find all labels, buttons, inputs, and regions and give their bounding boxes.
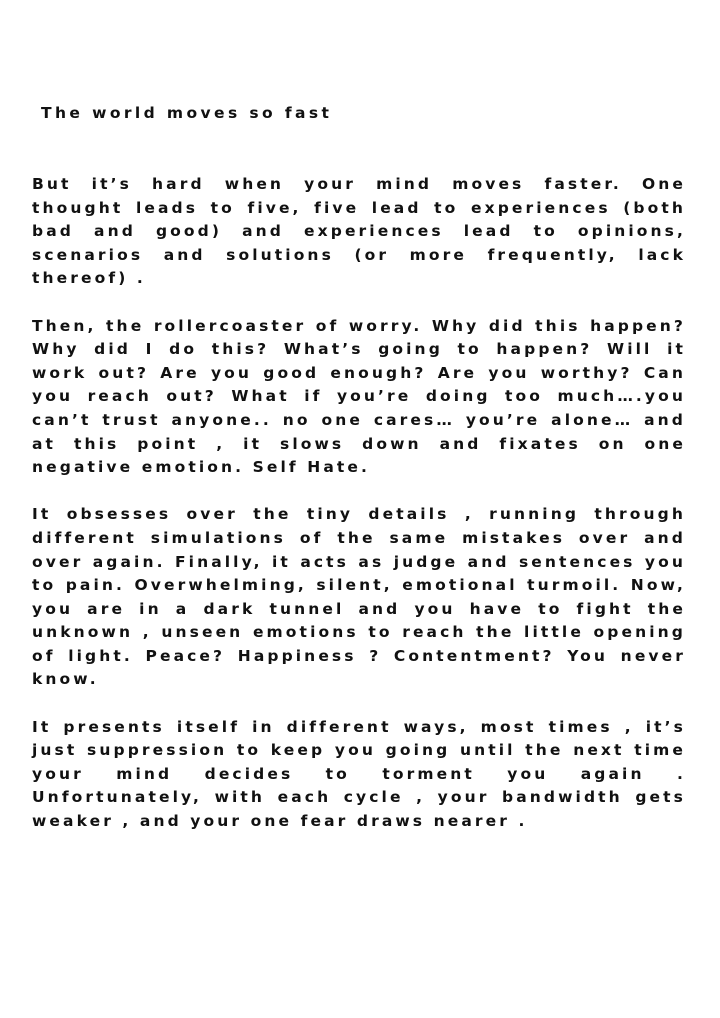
paragraph-1: But it’s hard when your mind moves faster. One thought leads to five, five lead to experiences (both bad and good) and experiences lead to opinions, scenarios and solutions (or more frequently, lack thereof) . [32, 175, 686, 288]
page-title: The world moves so fast [41, 104, 333, 122]
document-body [32, 173, 686, 857]
paragraph-2: Then, the rollercoaster of worry. Why did this happen? Why did I do this? What’s going to happen? Will it work out? Are you good enough? Are you worthy? Can you reach out? What if you’re doing too much….you can’t trust anyone.. no one cares… you’re alone… and at this point , it slows down and fixates on one negative emotion. Self Hate. [32, 316, 686, 477]
paragraph-4: It presents itself in different ways, most times , it’s just suppression to keep you going until the next time your mind decides to torment you again . Unfortunately, with each cycle , your bandwidth gets weaker , and your one fear draws nearer . [32, 717, 686, 831]
paragraph-3: It obsesses over the tiny details , running through different simulations of the same mistakes over and over again. Finally, it acts as judge and sentences you to pain. Overwhelming, silent, emotional turmoil. Now, you are in a dark tunnel and you have to fight the unknown , unseen emotions to reach the little opening of light. Peace? Happiness ? Contentment? You never know. [32, 505, 686, 689]
